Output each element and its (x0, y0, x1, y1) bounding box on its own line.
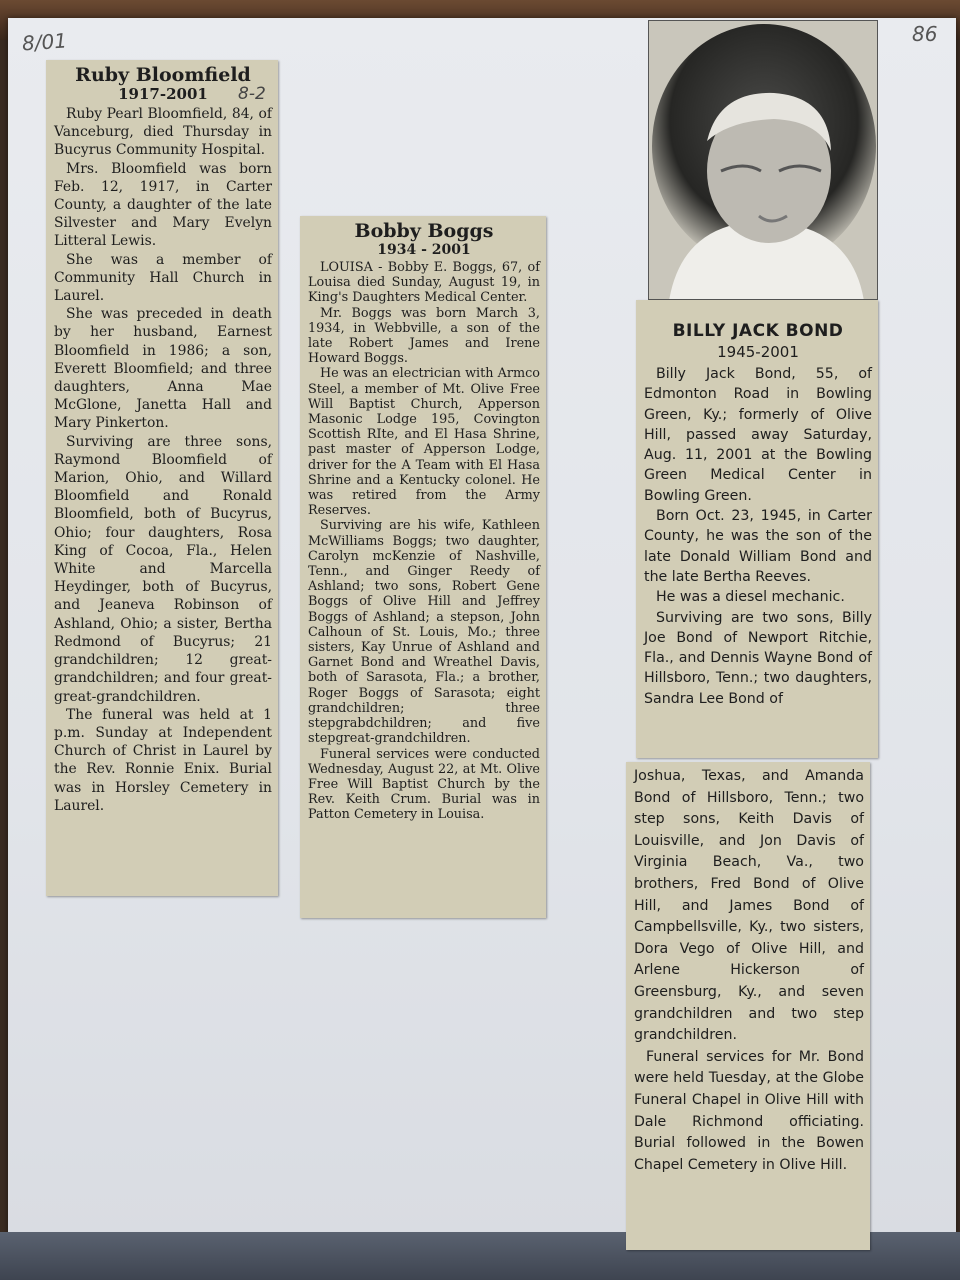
obituary-name: BILLY JACK BOND (672, 321, 844, 341)
obituary-years: 1934 - 2001 (377, 242, 471, 258)
obituary-paragraph: Billy Jack Bond, 55, of Edmonton Road in Bowling Green, Ky.; formerly of Olive Hill, passed away Saturday, Aug. 11, 2001 at the Bowling Green Medical Center in Bowling Green. (644, 366, 872, 504)
obituary-paragraph: The funeral was held at 1 p.m. Sunday at Independent Church of Christ in Laurel by the Rev. Ronnie Enix. Burial was in Horsley Cemetery in Laurel. (54, 706, 272, 814)
obituary-paragraph: Surviving are three sons, Raymond Bloomfield of Marion, Ohio, and Willard Bloomfield and Ronald Bloomfield, both of Bucyrus, Ohio; four daughters, Rosa King of Cocoa, Fla., Helen White and Marcella Heydinger, both of Bucyrus, and Jeaneva Robinson of Ashland, Ohio; a sister, Bertha Redmond of Bucyrus; 21 grandchildren; 12 great-grandchildren; and four great-great-grandchildren. (54, 433, 272, 705)
obituary-paragraph: Ruby Pearl Bloomfield, 84, of Vanceburg, died Thursday in Bucyrus Community Hospital. (54, 106, 272, 159)
portrait-image (649, 21, 878, 300)
obituary-paragraph: Joshua, Texas, and Amanda Bond of Hillsboro, Tenn.; two step sons, Keith Davis of Louisville, and Jon Davis of Virginia Beach, Va., two brothers, Fred Bond of Olive Hill, and James Bond of Campbellsville, Ky., two sisters, Dora Vego of Olive Hill, and Arlene Hickerson of Greensburg, Ky., and seven grandchildren and two step grandchildren. (634, 768, 864, 1044)
handwritten-page-number: 86 (912, 22, 938, 46)
obituary-paragraph: She was preceded in death by her husband, Earnest Bloomfield in 1986; a son, Everett Bloomfield; and three daughters, Anna Mae McGlone, Janetta Hall and Mary Pinkerton. (54, 306, 272, 432)
obituary-paragraph: Surviving are two sons, Billy Joe Bond of Newport Ritchie, Fla., and Dennis Wayne Bond of Hillsboro, Tenn.; two daughters, Sandra Lee Bond of (644, 609, 872, 707)
obituary-bobby-boggs (300, 216, 546, 918)
obituary-paragraph: Funeral services were conducted Wednesday, August 22, at Mt. Olive Free Will Baptist Church by the Rev. Keith Crum. Burial was in Patton Cemetery in Louisa. (308, 746, 540, 823)
obituary-paragraph: Surviving are his wife, Kathleen McWilliams Boggs; two daughter, Carolyn mcKenzie of Nashville, Tenn., and Ginger Reedy of Ashland; two sons, Robert Gene Boggs of Olive Hill and Jeffrey Boggs of Ashland; a stepson, John Calhoun of St. Louis, Mo.; three sisters, Kay Unrue of Ashland and Garnet Bond and Wreathel Davis, both of Sarasota, Fla.; a brother, Roger Boggs of Sarasota; eight grandchildren; three stepgrabdchildren; and five stepgreat-grandchildren. (308, 518, 540, 747)
obituary-paragraph: She was a member of Community Hall Church in Laurel. (54, 251, 272, 305)
obituary-paragraph: Mr. Boggs was born March 3, 1934, in Webbville, a son of the late Robert James and Irene Howard Boggs. (308, 305, 540, 367)
obituary-years: 1945-2001 (717, 343, 799, 361)
portrait-photo (648, 20, 878, 300)
obituary-billy-jack-bond-continued (626, 762, 870, 1250)
obituary-name: Ruby Bloomfield (75, 64, 251, 86)
obituary-years: 1917-2001 (118, 85, 208, 103)
obituary-paragraph: Mrs. Bloomfield was born Feb. 12, 1917, in Carter County, a daughter of the late Silvester and Mary Evelyn Litteral Lewis. (54, 160, 272, 250)
handwritten-mark: 8-2 (238, 84, 266, 104)
obituary-paragraph: He was a diesel mechanic. (656, 589, 845, 606)
obituary-billy-jack-bond (636, 300, 878, 758)
obituary-paragraph: LOUISA - Bobby E. Boggs, 67, of Louisa died Sunday, August 19, in King's Daughters Medical Center. (308, 260, 540, 306)
obituary-name: Bobby Boggs (354, 220, 494, 242)
obituary-ruby-bloomfield (46, 60, 278, 896)
obituary-paragraph: Funeral services for Mr. Bond were held Tuesday, at the Globe Funeral Chapel in Olive Hill with Dale Richmond officiating. Burial followed in the Bowen Chapel Cemetery in Olive Hill. (634, 1048, 864, 1173)
handwritten-date: 8/01 (21, 28, 68, 56)
obituary-paragraph: He was an electrician with Armco Steel, a member of Mt. Olive Free Will Baptist Church, Apperson Masonic Lodge 195, Covington Scottish RIte, and El Hasa Shrine, past master of Apperson Lodge, driver for the A Team with El Hasa Shrine and a Kentucky colonel. He was retired from the Army Reserves. (308, 366, 540, 519)
obituary-paragraph: Born Oct. 23, 1945, in Carter County, he was the son of the late Donald William Bond and the late Bertha Reeves. (644, 508, 872, 585)
